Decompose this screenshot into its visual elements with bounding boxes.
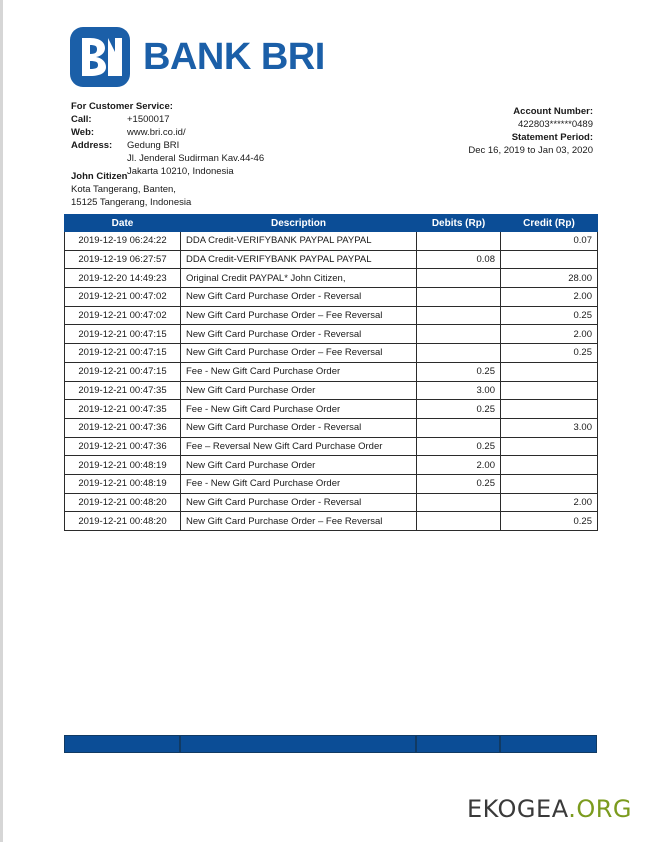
table-row bbox=[65, 437, 598, 456]
transaction-description: Fee - New Gift Card Purchase Order bbox=[181, 400, 417, 419]
transaction-credit: 2.00 bbox=[501, 325, 598, 344]
transaction-description: New Gift Card Purchase Order – Fee Reversal bbox=[181, 306, 417, 325]
column-header-description: Description bbox=[181, 215, 417, 232]
customer-service-address-row bbox=[71, 139, 264, 152]
table-row bbox=[65, 474, 598, 493]
address-line-2: Jl. Jenderal Sudirman Kav.44-46 bbox=[127, 153, 265, 164]
transaction-debit bbox=[417, 418, 501, 437]
transaction-debit bbox=[417, 512, 501, 531]
transaction-date: 2019-12-21 00:47:02 bbox=[65, 306, 181, 325]
table-row bbox=[65, 325, 598, 344]
transaction-debit bbox=[417, 493, 501, 512]
table-row bbox=[65, 418, 598, 437]
transaction-credit: 3.00 bbox=[501, 418, 598, 437]
transactions-table-wrapper bbox=[64, 214, 597, 531]
table-row bbox=[65, 381, 598, 400]
transactions-header-row bbox=[65, 215, 598, 232]
transaction-description: Fee - New Gift Card Purchase Order bbox=[181, 362, 417, 381]
bank-bri-logo-icon bbox=[69, 26, 131, 88]
transaction-description: New Gift Card Purchase Order bbox=[181, 381, 417, 400]
transaction-date: 2019-12-21 00:48:20 bbox=[65, 493, 181, 512]
transaction-date: 2019-12-21 00:47:36 bbox=[65, 418, 181, 437]
transaction-debit: 0.25 bbox=[417, 362, 501, 381]
transaction-credit: 2.00 bbox=[501, 493, 598, 512]
web-label: Web: bbox=[71, 127, 95, 138]
customer-service-heading: For Customer Service: bbox=[71, 101, 173, 112]
transaction-credit bbox=[501, 362, 598, 381]
transaction-credit: 2.00 bbox=[501, 288, 598, 307]
transaction-date: 2019-12-21 00:47:15 bbox=[65, 362, 181, 381]
transaction-date: 2019-12-21 00:47:35 bbox=[65, 400, 181, 419]
transaction-debit bbox=[417, 325, 501, 344]
transaction-date: 2019-12-19 06:27:57 bbox=[65, 250, 181, 269]
table-row bbox=[65, 269, 598, 288]
transaction-credit bbox=[501, 437, 598, 456]
transaction-debit bbox=[417, 288, 501, 307]
transaction-debit bbox=[417, 232, 501, 251]
table-row bbox=[65, 288, 598, 307]
transaction-credit: 0.07 bbox=[501, 232, 598, 251]
transaction-credit bbox=[501, 474, 598, 493]
transaction-description: Fee – Reversal New Gift Card Purchase Order bbox=[181, 437, 417, 456]
address-line-1: Gedung BRI bbox=[127, 140, 180, 151]
table-row bbox=[65, 400, 598, 419]
call-label: Call: bbox=[71, 114, 92, 125]
account-info-block bbox=[468, 105, 593, 157]
transaction-credit bbox=[501, 456, 598, 475]
transaction-date: 2019-12-21 00:47:35 bbox=[65, 381, 181, 400]
transaction-date: 2019-12-20 14:49:23 bbox=[65, 269, 181, 288]
transaction-date: 2019-12-21 00:48:19 bbox=[65, 456, 181, 475]
column-header-debits: Debits (Rp) bbox=[417, 215, 501, 232]
transaction-date: 2019-12-21 00:47:15 bbox=[65, 344, 181, 363]
customer-address-line-2: 15125 Tangerang, Indonesia bbox=[71, 197, 192, 208]
transaction-debit: 0.08 bbox=[417, 250, 501, 269]
customer-service-web-row bbox=[71, 126, 264, 139]
transaction-debit: 0.25 bbox=[417, 400, 501, 419]
account-number-label: Account Number: bbox=[513, 106, 593, 117]
transaction-debit bbox=[417, 344, 501, 363]
customer-address-line-1: Kota Tangerang, Banten, bbox=[71, 184, 176, 195]
table-row bbox=[65, 250, 598, 269]
transaction-description: Original Credit PAYPAL* John Citizen, bbox=[181, 269, 417, 288]
transaction-credit: 0.25 bbox=[501, 344, 598, 363]
transaction-description: Fee - New Gift Card Purchase Order bbox=[181, 474, 417, 493]
transactions-table bbox=[64, 214, 598, 531]
transaction-date: 2019-12-21 00:47:02 bbox=[65, 288, 181, 307]
transaction-date: 2019-12-21 00:48:20 bbox=[65, 512, 181, 531]
transaction-debit: 0.25 bbox=[417, 474, 501, 493]
table-row bbox=[65, 344, 598, 363]
web-value[interactable]: www.bri.co.id/ bbox=[127, 127, 186, 138]
transaction-description: New Gift Card Purchase Order - Reversal bbox=[181, 493, 417, 512]
footer-bar-credit-cell bbox=[500, 735, 597, 753]
transaction-debit bbox=[417, 269, 501, 288]
watermark bbox=[467, 795, 632, 823]
footer-bar-date-cell bbox=[64, 735, 180, 753]
watermark-primary: EKOGEA bbox=[466, 795, 569, 823]
transaction-description: DDA Credit-VERIFYBANK PAYPAL PAYPAL bbox=[181, 232, 417, 251]
transaction-credit: 0.25 bbox=[501, 512, 598, 531]
transaction-description: DDA Credit-VERIFYBANK PAYPAL PAYPAL bbox=[181, 250, 417, 269]
transaction-description: New Gift Card Purchase Order - Reversal bbox=[181, 325, 417, 344]
table-row bbox=[65, 512, 598, 531]
column-header-date: Date bbox=[65, 215, 181, 232]
transactions-body bbox=[65, 232, 598, 531]
footer-bar-description-cell bbox=[180, 735, 416, 753]
transaction-description: New Gift Card Purchase Order – Fee Reversal bbox=[181, 512, 417, 531]
transaction-date: 2019-12-21 00:47:15 bbox=[65, 325, 181, 344]
transaction-debit: 2.00 bbox=[417, 456, 501, 475]
transaction-credit: 28.00 bbox=[501, 269, 598, 288]
customer-service-call-row bbox=[71, 113, 264, 126]
customer-address-block bbox=[71, 170, 191, 209]
table-row bbox=[65, 456, 598, 475]
call-value: +1500017 bbox=[127, 114, 170, 125]
table-row bbox=[65, 493, 598, 512]
address-spacer-1 bbox=[71, 152, 127, 165]
statement-period-value: Dec 16, 2019 to Jan 03, 2020 bbox=[468, 145, 593, 156]
transaction-description: New Gift Card Purchase Order - Reversal bbox=[181, 288, 417, 307]
brand-header bbox=[69, 26, 325, 88]
transaction-credit bbox=[501, 400, 598, 419]
transaction-debit: 0.25 bbox=[417, 437, 501, 456]
transaction-credit bbox=[501, 250, 598, 269]
footer-bar bbox=[64, 735, 597, 753]
transaction-date: 2019-12-19 06:24:22 bbox=[65, 232, 181, 251]
account-number-value: 422803******0489 bbox=[517, 119, 593, 130]
table-row bbox=[65, 232, 598, 251]
address-label: Address: bbox=[71, 140, 113, 151]
transaction-date: 2019-12-21 00:47:36 bbox=[65, 437, 181, 456]
transaction-date: 2019-12-21 00:48:19 bbox=[65, 474, 181, 493]
address-line-3: Jakarta 10210, Indonesia bbox=[127, 166, 234, 177]
transaction-description: New Gift Card Purchase Order bbox=[181, 456, 417, 475]
table-row bbox=[65, 362, 598, 381]
watermark-suffix: .ORG bbox=[568, 795, 632, 823]
transaction-debit: 3.00 bbox=[417, 381, 501, 400]
column-header-credit: Credit (Rp) bbox=[501, 215, 598, 232]
table-row bbox=[65, 306, 598, 325]
transaction-description: New Gift Card Purchase Order - Reversal bbox=[181, 418, 417, 437]
customer-service-block bbox=[71, 100, 264, 178]
footer-bar-debits-cell bbox=[416, 735, 500, 753]
transaction-credit bbox=[501, 381, 598, 400]
customer-name: John Citizen bbox=[71, 171, 128, 182]
statement-period-label: Statement Period: bbox=[511, 132, 593, 143]
customer-service-address-row-2 bbox=[71, 152, 264, 165]
transaction-credit: 0.25 bbox=[501, 306, 598, 325]
brand-wordmark: BANK BRI bbox=[143, 36, 325, 78]
transaction-debit bbox=[417, 306, 501, 325]
transaction-description: New Gift Card Purchase Order – Fee Reversal bbox=[181, 344, 417, 363]
